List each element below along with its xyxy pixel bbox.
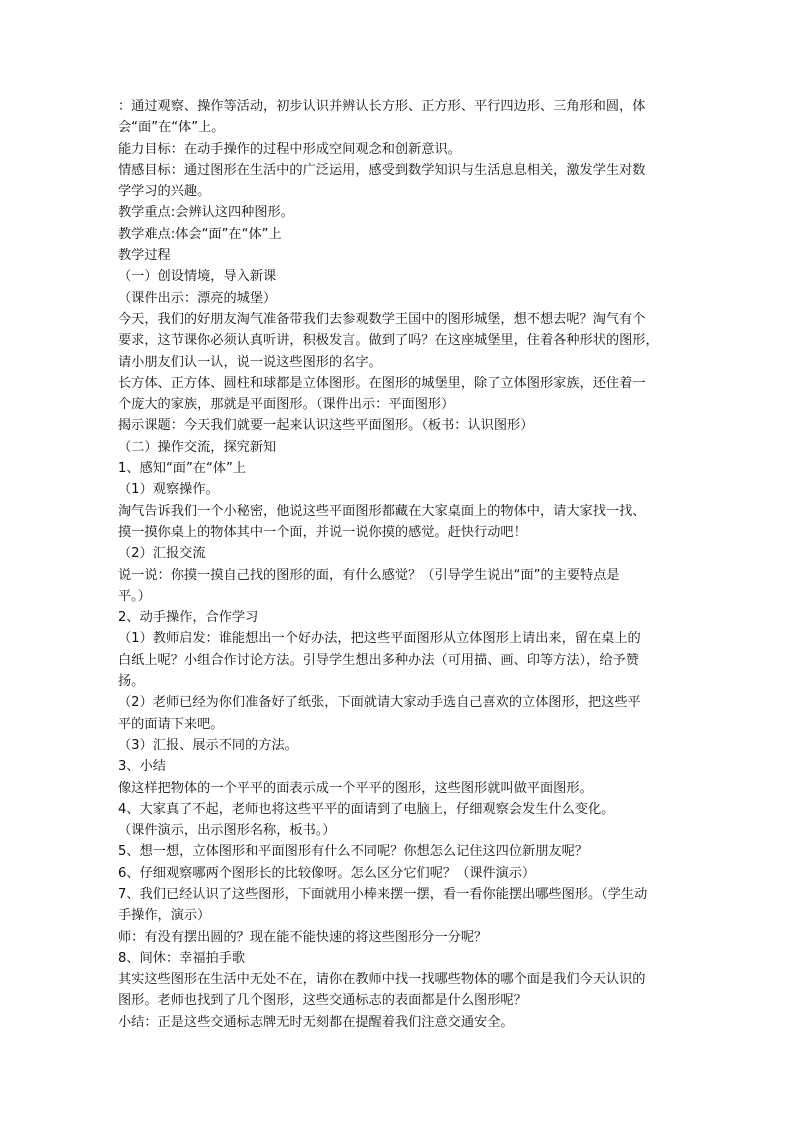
text-line: （一）创设情境，导入新课 <box>118 269 277 285</box>
text-line: 5、想一想，立体图形和平面图形有什么不同呢？你想怎么记住这四位新朋友呢？ <box>118 844 588 860</box>
text-line: 2、动手操作，合作学习 <box>118 610 259 626</box>
text-line: 今天，我们的好朋友淘气准备带我们去参观数学王国中的图形城堡，想不想去呢？淘气有个 <box>118 311 646 327</box>
text-line: （2）老师已经为你们准备好了纸张，下面就请大家动手选自己喜欢的立体图形，把这些平 <box>118 695 641 711</box>
text-line: 教学重点:会辨认这四种图形。 <box>118 205 294 221</box>
text-line: 1、感知“面”在“体”上 <box>118 461 247 477</box>
text-line: 长方体、正方体、圆柱和球都是立体图形。在图形的城堡里，除了立体图形家族，还住着一 <box>118 375 646 391</box>
text-line: （3）汇报、展示不同的方法。 <box>118 737 298 753</box>
text-line: 手操作，演示） <box>118 908 211 924</box>
text-line: 像这样把物体的一个平平的面表示成一个平平的图形，这些图形就叫做平面图形。 <box>118 780 593 796</box>
text-line: 6、仔细观察哪两个图形长的比较像呀。怎么区分它们呢？（课件演示） <box>118 865 536 881</box>
text-line: 淘气告诉我们一个小秘密，他说这些平面图形都藏在大家桌面上的物体中，请大家找一找、 <box>118 503 646 519</box>
text-line: 平。） <box>118 588 151 604</box>
text-line: 7、我们已经认识了这些图形，下面就用小棒来摆一摆，看一看你能摆出哪些图形。（学生动 <box>118 886 648 902</box>
text-line: 请小朋友们认一认，说一说这些图形的名字。 <box>118 354 382 370</box>
text-line: 摸一摸你桌上的物体其中一个面，并说一说你摸的感觉。赶快行动吧！ <box>118 524 527 540</box>
text-line: ：通过观察、操作等活动，初步认识并辨认长方形、正方形、平行四边形、三角形和圆，体 <box>118 99 646 114</box>
text-line: 其实这些图形在生活中无处不在，请你在教师中找一找哪些物体的哪个面是我们今天认识的 <box>118 972 646 988</box>
text-line: 个庞大的家族，那就是平面图形。（课件出示：平面图形） <box>118 397 455 413</box>
text-line: 师：有没有摆出圆的？现在能不能快速的将这些图形分一分呢？ <box>118 929 488 945</box>
text-line: 3、小结 <box>118 759 166 775</box>
text-line: 情感目标：通过图形在生活中的广泛运用，感受到数学知识与生活息息相关，激发学生对数 <box>118 162 646 178</box>
text-line: （课件演示，出示图形名称，板书。） <box>118 823 336 839</box>
text-line: （2）汇报交流 <box>118 546 206 562</box>
text-line: 会“面”在“体”上。 <box>118 120 225 136</box>
text-line: 说一说：你摸一摸自己找的图形的面，有什么感觉？（引导学生说出“面”的主要特点是 <box>118 567 620 583</box>
text-line: 4、大家真了不起，老师也将这些平平的面请到了电脑上，仔细观察会发生什么变化。 <box>118 801 615 817</box>
text-line: 揭示课题：今天我们就要一起来认识这些平面图形。（板书：认识图形） <box>118 418 534 434</box>
text-line: （二）操作交流，探究新知 <box>118 439 277 455</box>
text-line: 能力目标：在动手操作的过程中形成空间观念和创新意识。 <box>118 141 461 157</box>
text-line: 8、间休：幸福拍手歌 <box>118 950 246 966</box>
text-line: 图形。老师也找到了几个图形，这些交通标志的表面都是什么图形呢？ <box>118 993 527 1009</box>
document-page <box>118 96 676 1033</box>
text-line: （1）教师启发：谁能想出一个好办法，把这些平面图形从立体图形上请出来，留在桌上的 <box>118 631 641 647</box>
text-line: 学学习的兴趣。 <box>118 184 211 200</box>
text-line: 要求，这节课你必须认真听讲，积极发言。做到了吗？在这座城堡里，住着各种形状的图形， <box>118 333 659 349</box>
text-line: 小结：正是这些交通标志牌无时无刻都在提醒着我们注意交通安全。 <box>118 1014 514 1030</box>
text-line: 平的面请下来吧。 <box>118 716 224 732</box>
text-line: 教学过程 <box>118 248 171 264</box>
text-line: 白纸上呢？小组合作讨论方法。引导学生想出多种办法（可用描、画、印等方法），给予赞 <box>118 652 639 668</box>
text-line: （1）观察操作。 <box>118 482 219 498</box>
text-line: （课件出示：漂亮的城堡） <box>118 290 277 306</box>
text-line: 扬。 <box>118 674 145 690</box>
text-line: 教学难点:体会“面”在“体”上 <box>118 226 282 242</box>
